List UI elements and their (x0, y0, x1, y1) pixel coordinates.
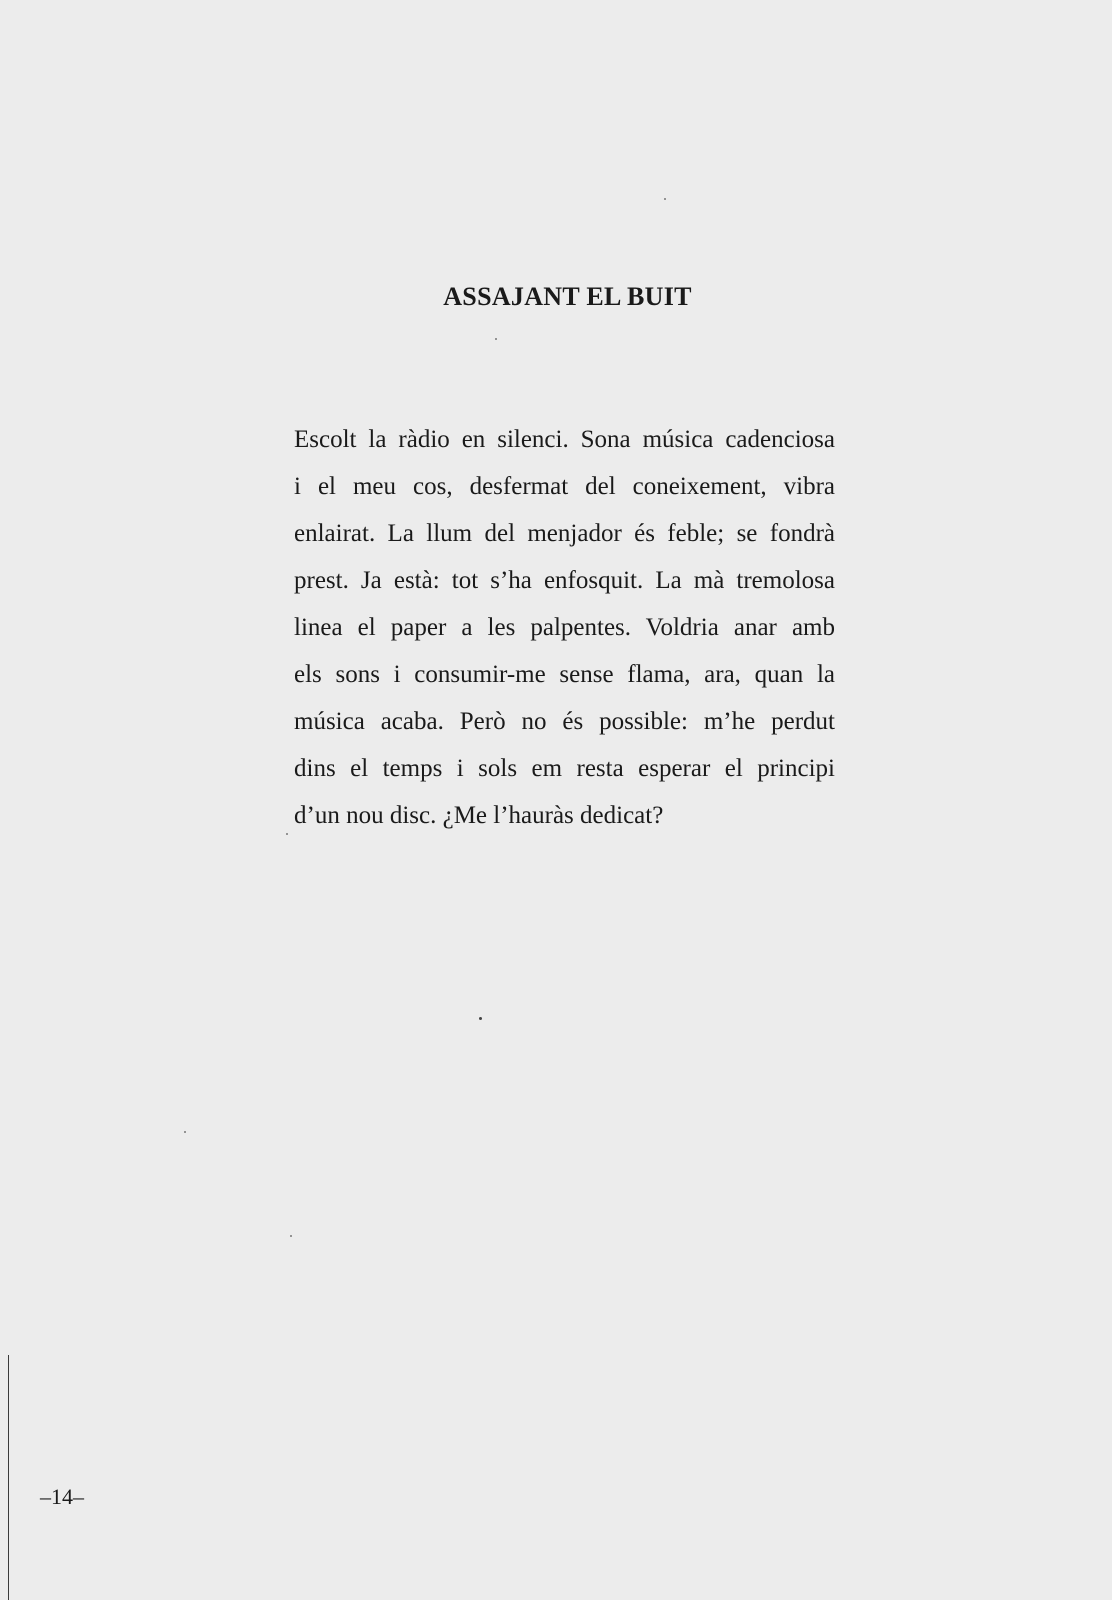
scan-speck (184, 1131, 186, 1133)
poem-line: dins el temps i sols em resta esperar el principi (294, 755, 835, 782)
binding-edge (8, 1355, 9, 1600)
poem-line: linea el paper a les palpentes. Voldria anar amb (294, 614, 835, 641)
scan-speck (495, 338, 497, 340)
scan-speck (286, 833, 288, 835)
poem-line: prest. Ja està: tot s’ha enfosquit. La mà tremolosa (294, 567, 835, 594)
scan-speck (664, 198, 666, 200)
poem-line: i el meu cos, desfermat del coneixement, vibra (294, 473, 835, 500)
poem-line: Escolt la ràdio en silenci. Sona música cadenciosa (294, 426, 835, 453)
page-number: –14– (40, 1484, 84, 1509)
poem-line: els sons i consumir-me sense flama, ara, quan la (294, 661, 835, 688)
poem-body (294, 420, 835, 843)
poem-line: enlairat. La llum del menjador és feble; se fondrà (294, 520, 835, 547)
scan-speck (479, 1017, 482, 1020)
scan-speck (290, 1235, 292, 1237)
poem-line: música acaba. Però no és possible: m’he perdut (294, 708, 835, 735)
poem-line: d’un nou disc. ¿Me l’hauràs dedicat? (294, 802, 664, 829)
poem-title: ASSAJANT EL BUIT (443, 282, 692, 311)
